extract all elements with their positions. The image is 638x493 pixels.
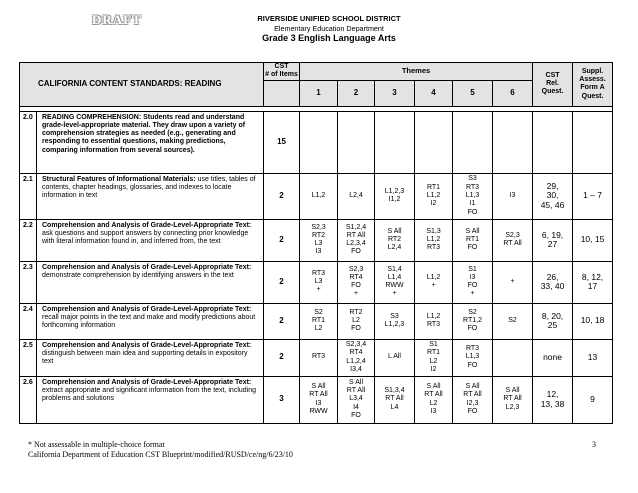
cst-rel-line: CST xyxy=(545,71,560,79)
theme-lesson-code: I1 xyxy=(469,200,476,208)
suppl-question-numbers: 9 xyxy=(590,393,595,404)
standard-description xyxy=(37,339,264,376)
theme-lesson-code: RT2 xyxy=(387,235,402,243)
theme-lesson-code: S2,3 xyxy=(311,223,326,231)
theme-lesson-code: RT All xyxy=(346,231,366,239)
theme-lesson-code: RT1,2 xyxy=(463,316,482,324)
theme-lesson-code: S1,4 xyxy=(387,265,402,273)
theme-2-cell xyxy=(338,173,375,219)
theme-lesson-code: FO xyxy=(467,244,478,252)
theme-lesson-code: RT3 xyxy=(311,353,326,361)
theme-lesson-code: L1,2 xyxy=(426,312,441,320)
theme-lesson-code: S1,2,4 xyxy=(345,223,367,231)
standard-description xyxy=(37,111,264,173)
item-count: 15 xyxy=(264,111,300,173)
theme-1-cell xyxy=(300,219,338,261)
theme-lesson-code: L1,4 xyxy=(387,273,402,281)
theme-lesson-code: FO xyxy=(467,208,478,216)
theme-lesson-code: RT2 xyxy=(349,308,363,316)
standard-text: use titles, tables of contents, chapter headings, glossaries, and indexes to locate information in text xyxy=(42,175,256,200)
theme-number-4: 4 xyxy=(415,80,453,106)
document-subject: Grade 3 English Language Arts xyxy=(262,33,396,43)
theme-2-cell xyxy=(338,339,375,376)
cst-rel-line: Quest. xyxy=(541,88,564,96)
cst-question-numbers: 26, xyxy=(546,271,559,282)
theme-lesson-code: L1,3 xyxy=(465,191,480,199)
theme-lesson-code: S All xyxy=(349,378,364,386)
theme-6-cell xyxy=(493,219,533,261)
theme-lesson-code: + xyxy=(316,286,321,294)
theme-5-cell xyxy=(453,111,493,173)
cst-rel-header xyxy=(533,63,573,107)
theme-3-cell xyxy=(375,376,415,423)
theme-lesson-code: + xyxy=(392,290,397,298)
theme-1-cell xyxy=(300,303,338,339)
themes-header: Themes xyxy=(300,63,533,81)
theme-lesson-code: I3 xyxy=(469,273,476,281)
theme-lesson-code: FO xyxy=(351,248,361,256)
theme-lesson-code: RT2 xyxy=(311,231,326,239)
theme-lesson-code: RT3 xyxy=(465,345,480,353)
suppl-question-numbers: 10, 15 xyxy=(580,234,605,245)
theme-lesson-code: S All xyxy=(426,383,441,390)
cst-rel-cell xyxy=(533,111,573,173)
cst-header xyxy=(264,63,300,81)
cst-rel-cell xyxy=(533,261,573,303)
theme-3-cell xyxy=(375,261,415,303)
cst-question-numbers: 6, 19, xyxy=(541,229,564,240)
cst-question-numbers: 30, xyxy=(546,190,559,201)
theme-3-cell xyxy=(375,111,415,173)
theme-lesson-code: + xyxy=(353,290,359,298)
standard-row xyxy=(20,219,613,261)
theme-lesson-code: S1 xyxy=(468,265,477,273)
theme-lesson-code: FO xyxy=(467,325,478,333)
theme-lesson-code: I3,4 xyxy=(350,365,362,373)
draft-watermark: DRAFT xyxy=(92,12,142,27)
cst-question-numbers: 27 xyxy=(547,239,558,250)
theme-lesson-code: RT All xyxy=(463,391,482,399)
theme-lesson-code: L1,2 xyxy=(426,235,441,243)
theme-3-cell xyxy=(375,339,415,376)
suppl-line: Suppl. xyxy=(581,67,604,75)
theme-lesson-code: FO xyxy=(467,407,478,415)
theme-lesson-code: RT4 xyxy=(349,273,363,281)
standard-text: demonstrate comprehension by identifying answers in the text xyxy=(42,271,234,279)
theme-5-cell xyxy=(453,376,493,423)
theme-lesson-code: L1,3 xyxy=(465,353,480,361)
theme-lesson-code: S All xyxy=(465,383,480,390)
source-note: California Department of Education CST Blueprint/modified/RUSD/ce/ng/6/23/10 xyxy=(28,450,293,459)
theme-lesson-code: + xyxy=(470,290,475,298)
suppl-question-numbers: 13 xyxy=(587,351,598,362)
theme-5-cell xyxy=(453,339,493,376)
suppl-line: Assess. xyxy=(579,76,606,83)
cst-question-numbers: 8, 20, xyxy=(541,310,564,321)
theme-lesson-code: RT All xyxy=(346,387,366,395)
theme-lesson-code: S2 xyxy=(468,308,477,316)
cst-rel-cell xyxy=(533,303,573,339)
suppl-question-numbers: 17 xyxy=(587,281,598,292)
theme-lesson-code: L2 xyxy=(429,399,438,407)
theme-4-cell xyxy=(415,339,453,376)
theme-lesson-code: L2 xyxy=(314,325,323,333)
theme-1-cell xyxy=(300,376,338,423)
theme-1-cell xyxy=(300,111,338,173)
standard-text: recall major points in the text and make and modify predictions about forthcoming information xyxy=(42,313,256,330)
cst-header-label: CST xyxy=(274,63,289,70)
theme-lesson-code: L1,2,4 xyxy=(346,357,366,365)
standard-row xyxy=(20,339,613,376)
theme-lesson-code: I2 xyxy=(430,200,437,208)
standard-text: ask questions and support answers by connecting prior knowledge with literal information found in, and inferred from, the text xyxy=(42,229,249,246)
standard-number: 2.1 xyxy=(20,173,37,219)
standard-description xyxy=(37,173,264,219)
standard-heading: Comprehension and Analysis of Grade-Level-Appropriate Text: xyxy=(42,221,252,229)
cst-question-numbers: 33, 40 xyxy=(540,281,565,292)
standard-number: 2.2 xyxy=(20,219,37,261)
cst-rel-cell xyxy=(533,219,573,261)
theme-4-cell xyxy=(415,173,453,219)
suppl-header xyxy=(573,63,613,107)
theme-lesson-code: L1,2,3 xyxy=(384,321,405,329)
theme-5-cell xyxy=(453,261,493,303)
theme-lesson-code: L4 xyxy=(390,403,399,411)
suppl-cell xyxy=(573,339,613,376)
suppl-question-numbers: 1 – 7 xyxy=(583,190,602,201)
theme-lesson-code: L2 xyxy=(352,316,360,324)
suppl-cell xyxy=(573,376,613,423)
item-count: 2 xyxy=(264,219,300,261)
cst-question-numbers: 25 xyxy=(547,320,558,331)
theme-lesson-code: RT All xyxy=(503,395,522,403)
theme-lesson-code: S3 xyxy=(390,312,399,320)
standard-text: distinguish between main idea and supporting details in expository text xyxy=(42,349,248,366)
theme-lesson-code: RT3 xyxy=(426,321,441,329)
theme-lesson-code: I3 xyxy=(430,407,437,415)
theme-6-cell xyxy=(493,261,533,303)
theme-6-cell xyxy=(493,173,533,219)
standard-row xyxy=(20,376,613,423)
theme-lesson-code: L2,4 xyxy=(387,244,402,252)
theme-lesson-code: RT All xyxy=(385,395,404,403)
suppl-cell xyxy=(573,173,613,219)
item-count: 2 xyxy=(264,173,300,219)
items-header-cell xyxy=(264,80,300,106)
suppl-cell xyxy=(573,303,613,339)
standard-row xyxy=(20,261,613,303)
standard-heading: Comprehension and Analysis of Grade-Level-Appropriate Text: xyxy=(42,305,252,313)
theme-lesson-code: L2,3,4 xyxy=(346,240,366,248)
theme-number-6: 6 xyxy=(493,80,533,106)
theme-lesson-code: I2 xyxy=(430,365,437,373)
standard-number: 2.3 xyxy=(20,261,37,303)
theme-number-5: 5 xyxy=(453,80,493,106)
theme-lesson-code: S2 xyxy=(508,316,517,324)
theme-lesson-code: RT3 xyxy=(311,269,326,277)
standards-title: CALIFORNIA CONTENT STANDARDS: READING xyxy=(20,63,264,107)
cst-question-numbers: 12, xyxy=(546,389,559,400)
theme-lesson-code: S All xyxy=(387,227,402,235)
theme-lesson-code: S All xyxy=(505,387,520,395)
cst-question-numbers: 13, 38 xyxy=(540,398,565,409)
suppl-cell xyxy=(573,111,613,173)
theme-4-cell xyxy=(415,111,453,173)
standard-description xyxy=(37,219,264,261)
standard-row xyxy=(20,173,613,219)
cst-rel-line: Rel. xyxy=(546,80,559,88)
theme-lesson-code: L2,3 xyxy=(505,403,520,411)
cst-rel-cell xyxy=(533,376,573,423)
theme-1-cell xyxy=(300,339,338,376)
items-header-label: # of Items xyxy=(265,71,298,79)
theme-lesson-code: L3,4 xyxy=(349,395,363,403)
item-count: 2 xyxy=(264,303,300,339)
theme-lesson-code: S1 xyxy=(429,341,438,348)
standard-number: 2.6 xyxy=(20,376,37,423)
standard-description xyxy=(37,261,264,303)
theme-3-cell xyxy=(375,219,415,261)
theme-6-cell xyxy=(493,111,533,173)
theme-lesson-code: S All xyxy=(311,383,326,390)
theme-lesson-code: I3 xyxy=(315,399,322,407)
theme-lesson-code: I3 xyxy=(509,191,516,199)
theme-lesson-code: RWW xyxy=(309,407,328,415)
theme-lesson-code: S2,3 xyxy=(505,231,520,239)
theme-5-cell xyxy=(453,303,493,339)
department-name: Elementary Education Department xyxy=(274,24,384,33)
theme-lesson-code: L3 xyxy=(314,240,323,248)
theme-2-cell xyxy=(338,111,375,173)
theme-lesson-code: I4 xyxy=(353,403,359,411)
theme-lesson-code: RT1 xyxy=(465,235,480,243)
theme-lesson-code: RT All xyxy=(309,391,328,399)
standard-description xyxy=(37,303,264,339)
standard-text: extract appropriate and significant information from the text, including problems and solutions xyxy=(42,386,257,403)
standard-row xyxy=(20,111,613,173)
suppl-question-numbers: 10, 18 xyxy=(580,315,605,326)
standard-number: 2.5 xyxy=(20,339,37,376)
theme-lesson-code: RT3 xyxy=(465,183,480,191)
item-count: 3 xyxy=(264,376,300,423)
standard-heading: Comprehension and Analysis of Grade-Level-Appropriate Text: xyxy=(42,378,252,386)
theme-lesson-code: I3 xyxy=(315,248,322,256)
theme-5-cell xyxy=(453,173,493,219)
theme-lesson-code: RT All xyxy=(424,391,443,399)
theme-lesson-code: S2 xyxy=(314,308,323,316)
theme-lesson-code: + xyxy=(510,277,515,285)
theme-lesson-code: S1,3 xyxy=(426,227,441,235)
theme-lesson-code: + xyxy=(431,282,436,290)
theme-1-cell xyxy=(300,173,338,219)
suppl-cell xyxy=(573,219,613,261)
theme-number-1: 1 xyxy=(300,80,338,106)
standard-description xyxy=(37,376,264,423)
theme-2-cell xyxy=(338,219,375,261)
theme-5-cell xyxy=(453,219,493,261)
district-name: RIVERSIDE UNIFIED SCHOOL DISTRICT xyxy=(257,14,401,23)
theme-lesson-code: L2 xyxy=(429,357,438,365)
theme-lesson-code: I2,3 xyxy=(466,399,479,407)
theme-6-cell xyxy=(493,339,533,376)
theme-lesson-code: FO xyxy=(351,282,361,290)
standard-number: 2.4 xyxy=(20,303,37,339)
theme-1-cell xyxy=(300,261,338,303)
standard-heading: Comprehension and Analysis of Grade-Level-Appropriate Text: xyxy=(42,341,252,349)
theme-lesson-code: L All xyxy=(388,353,401,361)
theme-2-cell xyxy=(338,376,375,423)
footnote: * Not assessable in multiple-choice format xyxy=(28,440,165,449)
theme-lesson-code: L1,2 xyxy=(311,191,326,199)
theme-lesson-code: S2,3 xyxy=(348,265,364,273)
theme-lesson-code: S1,3,4 xyxy=(384,387,405,395)
item-count: 2 xyxy=(264,339,300,376)
theme-lesson-code: L1,2 xyxy=(426,191,441,199)
suppl-line: Form A xyxy=(580,84,605,92)
theme-6-cell xyxy=(493,376,533,423)
theme-lesson-code: RT1 xyxy=(311,316,326,324)
theme-lesson-code: L2,4 xyxy=(349,191,363,199)
theme-lesson-code: FO xyxy=(351,412,361,420)
theme-2-cell xyxy=(338,261,375,303)
theme-lesson-code: I1,2 xyxy=(388,196,401,204)
suppl-cell xyxy=(573,261,613,303)
theme-4-cell xyxy=(415,219,453,261)
cst-question-numbers: 45, 46 xyxy=(540,199,565,210)
theme-lesson-code: L1,2 xyxy=(426,273,441,281)
theme-3-cell xyxy=(375,173,415,219)
theme-6-cell xyxy=(493,303,533,339)
theme-4-cell xyxy=(415,303,453,339)
theme-lesson-code: RT All xyxy=(503,240,522,248)
theme-lesson-code: L1,2,3 xyxy=(384,187,405,195)
theme-lesson-code: RT4 xyxy=(349,349,363,357)
theme-4-cell xyxy=(415,261,453,303)
theme-lesson-code: RT1 xyxy=(426,183,441,191)
cst-question-numbers: 29, xyxy=(546,180,559,191)
blueprint-table xyxy=(19,62,613,424)
theme-number-2: 2 xyxy=(338,80,375,106)
cst-rel-cell xyxy=(533,173,573,219)
theme-number-3: 3 xyxy=(375,80,415,106)
theme-lesson-code: FO xyxy=(467,282,478,290)
theme-lesson-code: S All xyxy=(465,227,480,235)
theme-lesson-code: S2,3,4 xyxy=(345,341,367,348)
standard-heading: Comprehension and Analysis of Grade-Level-Appropriate Text: xyxy=(42,263,252,271)
standard-heading: READING COMPREHENSION: Students read and understand grade-level-appropriate material. They draw upon a variety of comprehension strategies as needed (e.g., generating and responding to essential questions, making predictions, comparing information from several sources). xyxy=(42,113,246,154)
theme-lesson-code: RT3 xyxy=(426,244,441,252)
standard-row xyxy=(20,303,613,339)
theme-2-cell xyxy=(338,303,375,339)
theme-lesson-code: RWW xyxy=(385,282,404,290)
cst-question-numbers: none xyxy=(543,351,562,362)
theme-lesson-code: FO xyxy=(467,361,478,369)
suppl-question-numbers: 8, 12, xyxy=(581,271,604,282)
theme-4-cell xyxy=(415,376,453,423)
standard-number: 2.0 xyxy=(20,111,37,173)
theme-lesson-code: L3 xyxy=(314,277,323,285)
item-count: 2 xyxy=(264,261,300,303)
cst-rel-cell xyxy=(533,339,573,376)
theme-lesson-code: FO xyxy=(351,325,361,333)
page-number: 3 xyxy=(592,440,596,449)
suppl-line: Quest. xyxy=(581,92,604,100)
theme-lesson-code: RT1 xyxy=(426,349,441,357)
theme-lesson-code: S3 xyxy=(468,175,477,183)
standard-heading: Structural Features of Informational Materials: xyxy=(42,175,196,183)
theme-3-cell xyxy=(375,303,415,339)
